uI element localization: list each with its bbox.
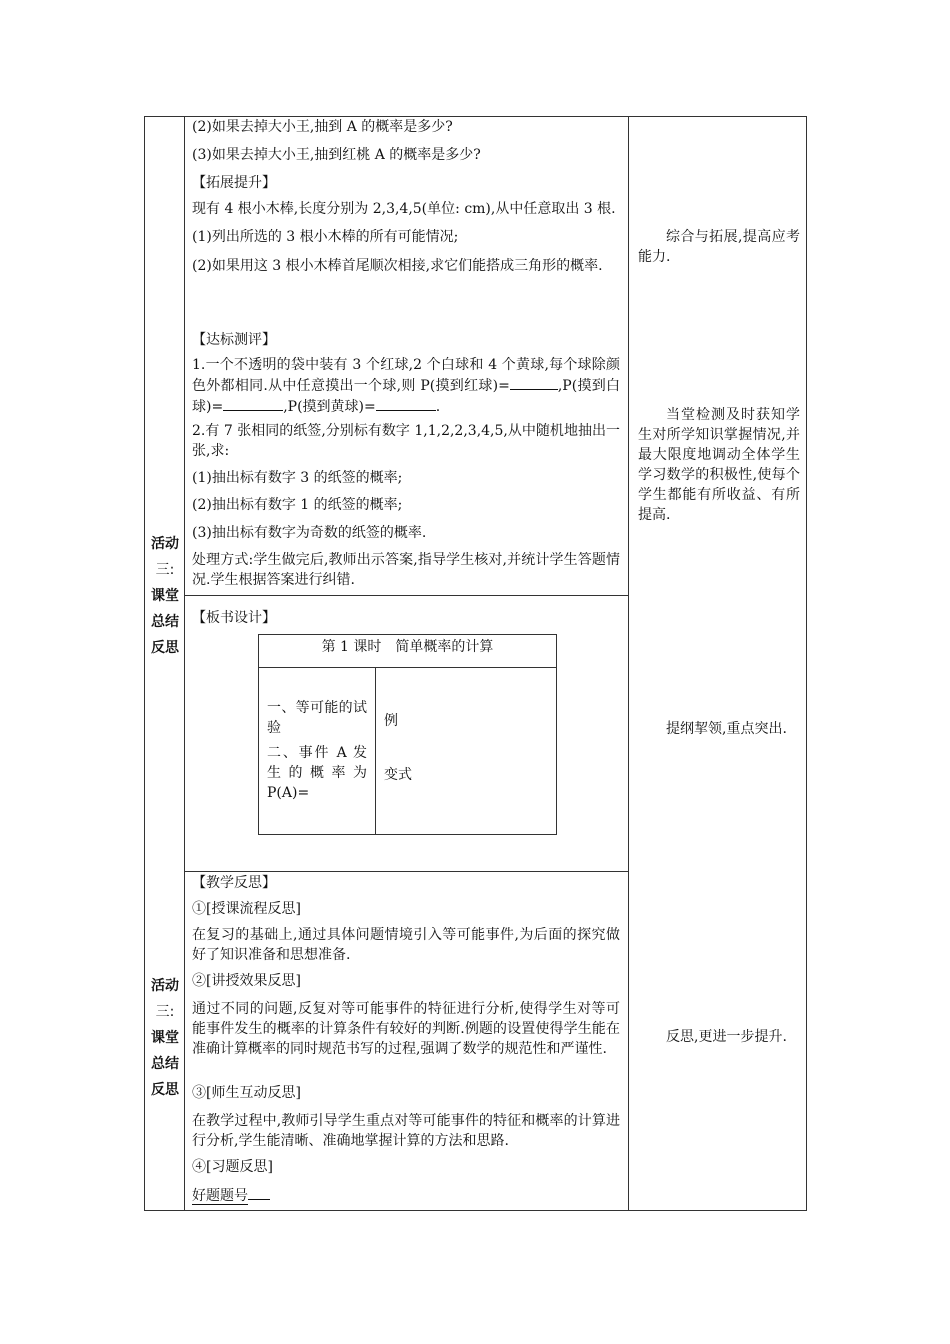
board-design-box	[258, 634, 557, 835]
board-item-2: 二、事件 A 发生的概率为 P(A)=	[267, 745, 367, 801]
test-heading: 【达标测评】	[192, 332, 276, 348]
row-divider-reflection	[184, 871, 628, 872]
reflection-2-title: ②[讲授效果反思]	[192, 973, 301, 989]
lesson-table	[144, 116, 807, 1211]
test-question-2: 2.有 7 张相同的纸签,分别标有数字 1,1,2,2,3,4,5,从中随机地抽出一张,求:	[192, 423, 620, 459]
question-2: (2)如果去掉大小王,抽到 A 的概率是多少?	[192, 119, 453, 135]
reflection-3-title: ③[师生互动反思]	[192, 1085, 301, 1101]
processing-method: 处理方式:学生做完后,教师出示答案,指导学生核对,并统计学生答题情况.学生根据答案进行纠错.	[192, 552, 620, 588]
note-reflection: 反思,更进一步提升.	[666, 1029, 787, 1045]
reflection-4-text: 好题题号	[192, 1184, 270, 1206]
test-question-2-part-3: (3)抽出标有数字为奇数的纸签的概率.	[192, 525, 427, 541]
column-divider-right	[628, 117, 629, 1210]
extension-item-1: (1)列出所选的 3 根小木棒的所有可能情况;	[192, 229, 459, 245]
reflection-heading: 【教学反思】	[192, 875, 276, 891]
test-question-2-part-1: (1)抽出标有数字 3 的纸签的概率;	[192, 470, 403, 486]
question-3: (3)如果去掉大小王,抽到红桃 A 的概率是多少?	[192, 147, 481, 163]
board-example: 例	[384, 713, 398, 729]
note-assessment: 当堂检测及时获知学生对所学知识掌握情况,并最大限度地调动全体学生学习数学的积极性,使每个学生都能有所收益、有所提高.	[638, 407, 800, 523]
extension-item-2: (2)如果用这 3 根小木棒首尾顺次相接,求它们能搭成三角形的概率.	[192, 258, 603, 274]
board-column-divider	[375, 667, 376, 834]
reflection-1-title: ①[授课流程反思]	[192, 901, 301, 917]
reflection-1-text: 在复习的基础上,通过具体问题情境引入等可能事件,为后面的探究做好了知识准备和思想准备.	[192, 927, 620, 963]
board-item-1: 一、等可能的试验	[267, 700, 367, 736]
reflection-4-title: ④[习题反思]	[192, 1159, 273, 1175]
test-question-2-part-2: (2)抽出标有数字 1 的纸签的概率;	[192, 497, 403, 513]
note-board: 提纲挈领,重点突出.	[666, 721, 787, 737]
board-title-divider	[259, 667, 556, 668]
reflection-3-text: 在教学过程中,教师引导学生重点对等可能事件的特征和概率的计算进行分析,学生能清晰、准确地掌握计算的方法和思路.	[192, 1113, 620, 1149]
extension-intro: 现有 4 根小木棒,长度分别为 2,3,4,5(单位: cm),从中任意取出 3 根.	[192, 201, 616, 217]
row-divider-board	[184, 595, 628, 596]
activity-label-lower: 活动 三: 课堂 总结 反思	[151, 978, 179, 1098]
note-extension: 综合与拓展,提高应考能力.	[638, 229, 800, 265]
activity-label-upper: 活动 三: 课堂 总结 反思	[151, 536, 179, 656]
test-question-1: 1.一个不透明的袋中装有 3 个红球,2 个白球和 4 个黄球,每个球除颜色外都相同.从中任意摸出一个球,则 P(摸到红球)= ,P(摸到白球)= ,P(摸到黄球)= .	[192, 357, 620, 415]
board-variant: 变式	[384, 767, 412, 783]
extension-heading: 【拓展提升】	[192, 175, 276, 191]
board-title: 第 1 课时 简单概率的计算	[321, 639, 494, 655]
board-heading: 【板书设计】	[192, 610, 276, 626]
reflection-2-text: 通过不同的问题,反复对等可能事件的特征进行分析,使得学生对等可能事件发生的概率的计算条件有较好的判断.例题的设置使得学生能在准确计算概率的同时规范书写的过程,强调了数学的规范性和严谨性.	[192, 1001, 620, 1057]
